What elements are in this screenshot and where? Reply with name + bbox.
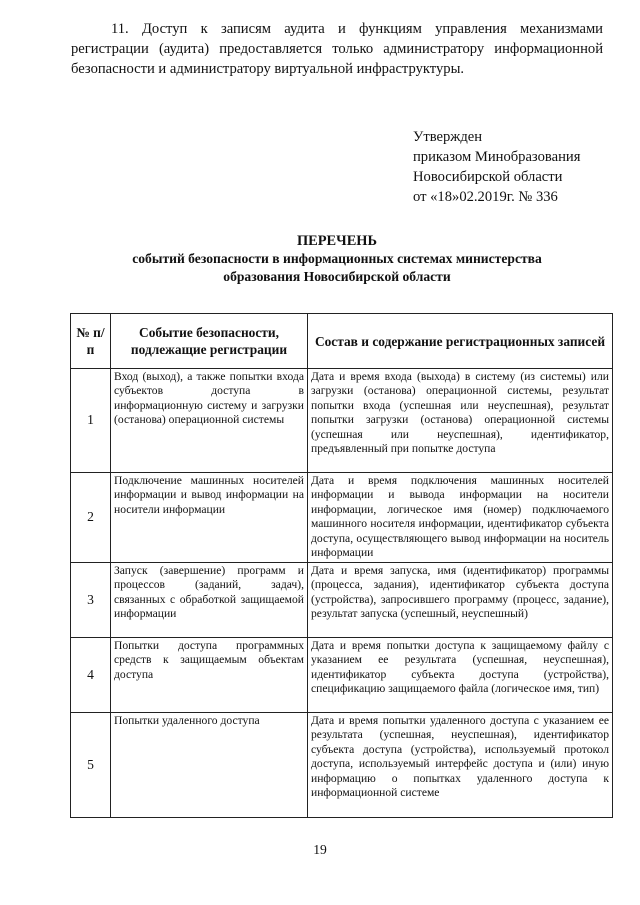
title-sub-2: образования Новосибирской области xyxy=(223,269,451,284)
row-event: Запуск (завершение) программ и процессов (заданий, задач), связанных с обработкой защищаемой информации xyxy=(111,563,308,638)
row-content: Дата и время попытки удаленного доступа с указанием ее результата (успешная, неуспешная), идентификатор субъекта доступа (устройства), используемый протокол доступа, используемый интерфейс доступа и (или) иную информацию о попытках удаленного доступа к информационной системе xyxy=(308,713,613,818)
row-event: Попытки удаленного доступа xyxy=(111,713,308,818)
events-table xyxy=(70,313,613,818)
row-content: Дата и время попытки доступа к защищаемому файлу с указанием ее результата (успешная, неуспешная), идентификатор субъекта доступа (устройства), спецификацию защищаемого файла (логическое имя, тип) xyxy=(308,638,613,713)
approval-line-3: Новосибирской области xyxy=(413,169,563,185)
row-content: Дата и время входа (выхода) в систему (из системы) или загрузки (останова) операционной системы, результат попытки входа (успешная или неуспешная), результат попытки загрузки (останова) операционной системы (успешная или неуспешная), идентификатор, предъявленный при попытке доступа xyxy=(308,369,613,473)
table-row xyxy=(71,369,613,473)
table-row xyxy=(71,473,613,563)
header-content: Состав и содержание регистрационных записей xyxy=(308,314,613,369)
row-num: 3 xyxy=(71,563,111,638)
row-event: Вход (выход), а также попытки входа субъектов доступа в информационную систему и загрузки (останова) операционной системы xyxy=(111,369,308,473)
row-num: 5 xyxy=(71,713,111,818)
table-row xyxy=(71,563,613,638)
header-num: № п/п xyxy=(71,314,111,369)
row-num: 4 xyxy=(71,638,111,713)
table-row xyxy=(71,638,613,713)
row-content: Дата и время запуска, имя (идентификатор) программы (процесса, задания), идентификатор субъекта доступа (устройства), запросившего программу (процесс, задание), результат запуска (успешный, неуспешный) xyxy=(308,563,613,638)
row-event: Попытки доступа программных средств к защищаемым объектам доступа xyxy=(111,638,308,713)
row-event: Подключение машинных носителей информации и вывод информации на носители информации xyxy=(111,473,308,563)
paragraph-11: 11. Доступ к записям аудита и функциям управления механизмами регистрации (аудита) предоставляется только администратору информационной безопасности и администратору виртуальной инфраструктуры. xyxy=(71,21,603,77)
title-sub-1: событий безопасности в информационных системах министерства xyxy=(132,251,542,266)
approval-line-2: приказом Минобразования xyxy=(413,149,581,165)
page-number: 19 xyxy=(313,842,327,857)
row-content: Дата и время подключения машинных носителей информации и вывода информации на носители информации, логическое имя (номер) подключаемого машинного носителя информации, идентификатор субъекта доступа, осуществляющего вывод информации на носитель информации xyxy=(308,473,613,563)
approval-block xyxy=(413,127,633,207)
table-header-row xyxy=(71,314,613,369)
row-num: 1 xyxy=(71,369,111,473)
row-num: 2 xyxy=(71,473,111,563)
table-row xyxy=(71,713,613,818)
title-main: ПЕРЕЧЕНЬ xyxy=(296,233,378,249)
document-title xyxy=(71,232,603,286)
approval-line-1: Утвержден xyxy=(413,129,483,145)
header-event: Событие безопасности, подлежащие регистрации xyxy=(111,314,308,369)
approval-line-4: от «18»02.2019г. № 336 xyxy=(413,189,558,205)
